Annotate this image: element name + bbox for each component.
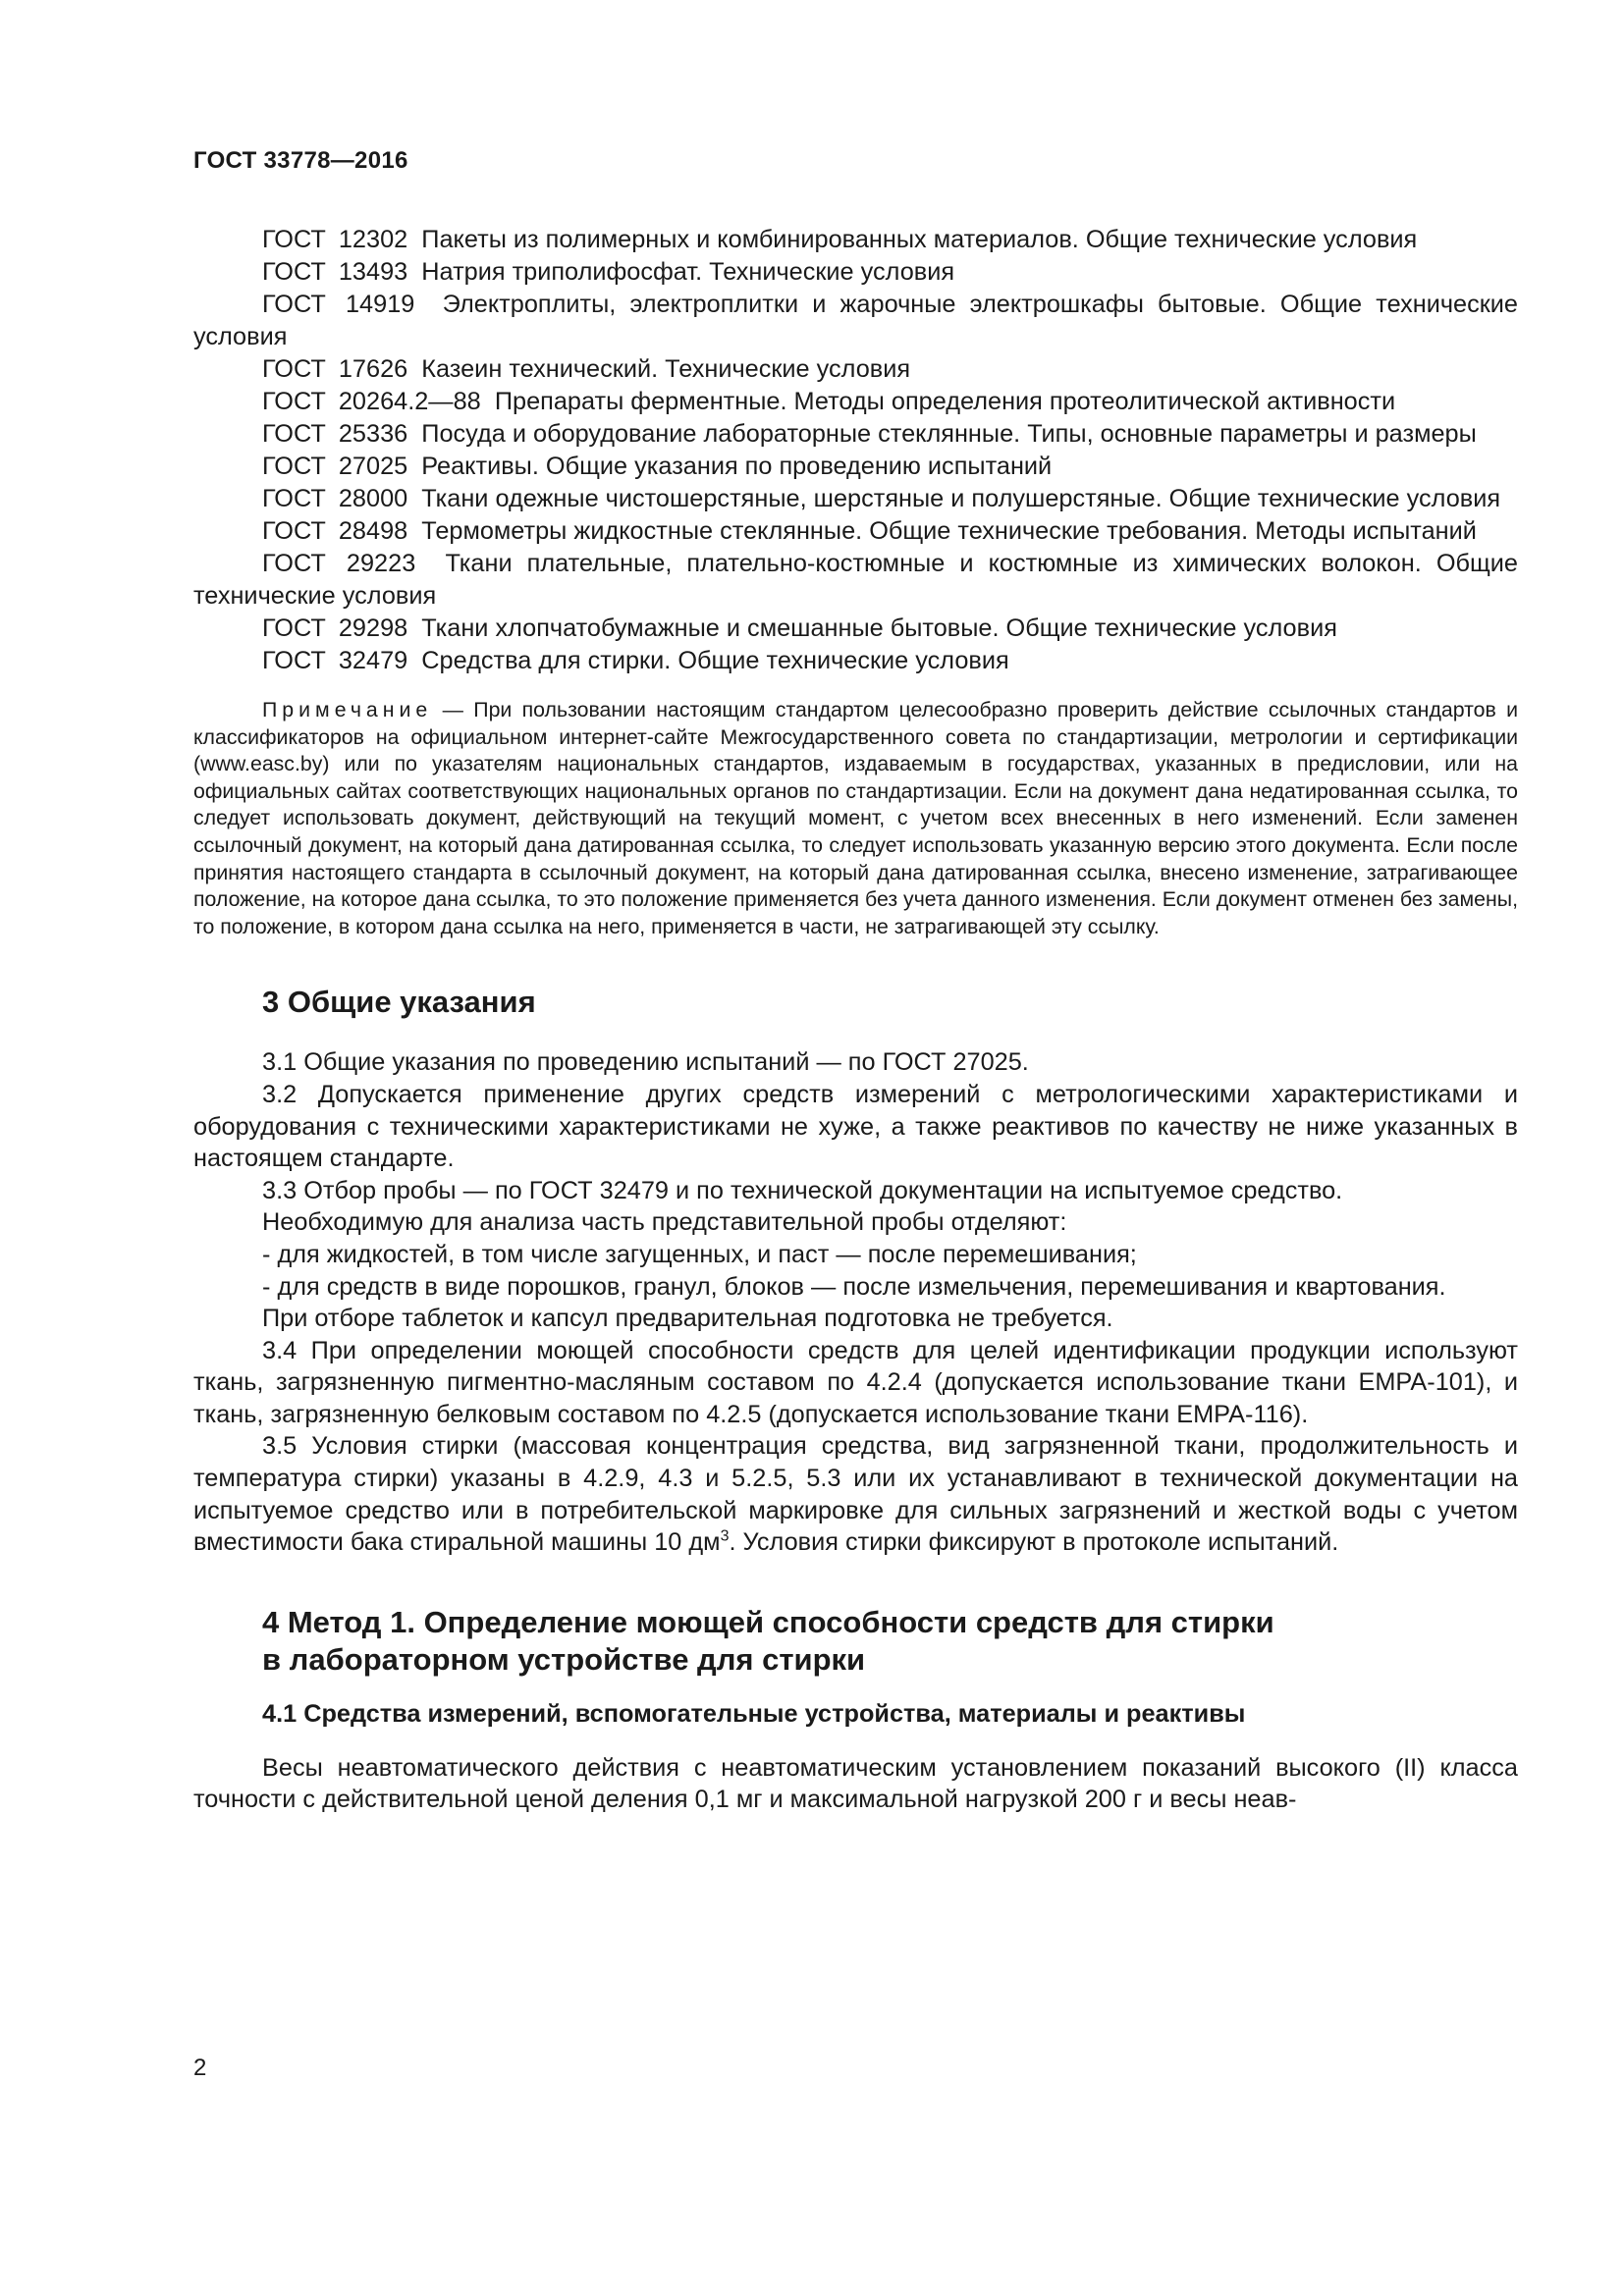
reference-code: ГОСТ 28000 — [262, 485, 408, 512]
page-content — [193, 224, 1518, 1816]
reference-item — [193, 256, 1518, 289]
reference-item — [193, 483, 1518, 515]
reference-code: ГОСТ 28498 — [262, 517, 408, 545]
reference-code: ГОСТ 25336 — [262, 420, 408, 448]
reference-item — [193, 289, 1518, 353]
reference-title: Посуда и оборудование лабораторные стеклянные. Типы, основные параметры и размеры — [421, 420, 1477, 448]
reference-item — [193, 645, 1518, 677]
reference-title: Термометры жидкостные стеклянные. Общие технические требования. Методы испытаний — [421, 517, 1477, 545]
reference-title: Ткани хлопчатобумажные и смешанные бытовые. Общие технические условия — [421, 614, 1337, 642]
reference-item — [193, 613, 1518, 645]
reference-title: Препараты ферментные. Методы определения протеолитической активности — [494, 388, 1396, 415]
superscript-cube: 3 — [720, 1527, 730, 1545]
reference-code: ГОСТ 17626 — [262, 355, 408, 383]
normative-references-list — [193, 224, 1518, 677]
list-item-powders: - для средств в виде порошков, гранул, блоков — после измельчения, перемешивания и квартования. — [262, 1272, 1446, 1301]
document-header: ГОСТ 33778—2016 — [193, 147, 408, 174]
reference-item — [193, 418, 1518, 451]
reference-title: Натрия триполифосфат. Технические условия — [421, 258, 955, 286]
section-4-heading-line-2: в лабораторном устройстве для стирки — [262, 1641, 866, 1677]
paragraph-4-1: Весы неавтоматического действия с неавтоматическим установлением показаний высокого (II) класса точности с действительной ценой деления 0,1 мг и максимальной нагрузкой 200 г и весы неав- — [193, 1753, 1518, 1814]
reference-item — [193, 451, 1518, 483]
list-item-liquids: - для жидкостей, в том числе загущенных, и паст — после перемешивания; — [262, 1240, 1137, 1268]
note-paragraph — [193, 697, 1518, 940]
note-label: Примечание — [262, 698, 433, 721]
page-number: 2 — [193, 2055, 207, 2081]
reference-code: ГОСТ 14919 — [262, 291, 415, 318]
section-4-heading — [262, 1604, 1518, 1679]
reference-code: ГОСТ 12302 — [262, 226, 408, 253]
reference-title: Реактивы. Общие указания по проведению испытаний — [421, 453, 1053, 480]
reference-code: ГОСТ 32479 — [262, 647, 408, 674]
reference-title: Средства для стирки. Общие технические условия — [421, 647, 1009, 674]
paragraph-3-5-text: 3.5 Условия стирки (массовая концентрация средства, вид загрязненной ткани, продолжительность и температура стирки) указаны в 4.2.9, 4.3 и 5.2.5, 5.3 или их устанавливают в технической документации на испытуемое средство или в потребительской маркировке для сильных загрязнений и жесткой воды с учетом вместимости бака стиральной машины 10 дм — [193, 1432, 1518, 1557]
reference-title: Ткани одежные чистошерстяные, шерстяные и полушерстяные. Общие технические условия — [421, 485, 1501, 512]
paragraph-3-5 — [193, 1430, 1518, 1558]
reference-title: Электроплиты, электроплитки и жарочные электрошкафы бытовые. Общие технические условия — [193, 291, 1518, 350]
reference-code: ГОСТ 29223 — [262, 550, 416, 577]
paragraph-sampling-intro: Необходимую для анализа часть представительной пробы отделяют: — [262, 1208, 1067, 1237]
paragraph-3-2: 3.2 Допускается применение других средств измерений с метрологическими характеристиками и оборудования с техническими характеристиками не хуже, а также реактивов по качеству не ниже указанных в настоящем стандарте. — [193, 1080, 1518, 1173]
reference-title: Ткани плательные, плательно-костюмные и костюмные из химических волокон. Общие технические условия — [193, 550, 1519, 610]
reference-title: Казеин технический. Технические условия — [421, 355, 911, 383]
reference-code: ГОСТ 27025 — [262, 453, 408, 480]
paragraph-3-4: 3.4 При определении моющей способности средств для целей идентификации продукции используют ткань, загрязненную пигментно-масляным составом по 4.2.4 (допускается использование ткани EMPA-101), и ткань, загрязненную белковым составом по 4.2.5 (допускается использование ткани EMPA-116). — [193, 1336, 1518, 1428]
paragraph-tablets: При отборе таблеток и капсул предварительная подготовка не требуется. — [262, 1305, 1113, 1333]
reference-code: ГОСТ 20264.2—88 — [262, 388, 481, 415]
reference-title: Пакеты из полимерных и комбинированных материалов. Общие технические условия — [421, 226, 1418, 253]
reference-item — [193, 386, 1518, 418]
note-text: — При пользовании настоящим стандартом целесообразно проверить действие ссылочных стандартов и классификаторов на официальном интернет-сайте Межгосударственного совета по стандартизации, метрологии и сертификации (www.easc.by) или по указателям национальных стандартов, издаваемым в государствах, указанных в предисловии, или на официальных сайтах соответствующих национальных органов по стандартизации. Если на документ дана недатированная ссылка, то следует использовать документ, действующий на текущий момент, с учетом всех внесенных в него изменений. Если заменен ссылочный документ, на который дана датированная ссылка, то следует использовать указанную версию этого документа. Если после принятия настоящего стандарта в ссылочный документ, на который дана датированная ссылка, внесено изменение, затрагивающее положение, на которое дана ссылка, то это положение применяется без учета данного изменения. Если документ отменен без замены, то положение, в котором дана ссылка на него, применяется в части, не затрагивающей эту ссылку. — [193, 698, 1518, 938]
section-4-heading-line-1: 4 Метод 1. Определение моющей способности средств для стирки — [262, 1604, 1274, 1639]
reference-code: ГОСТ 29298 — [262, 614, 408, 642]
reference-item — [193, 515, 1518, 548]
reference-item — [193, 548, 1518, 613]
subsection-4-1-heading: 4.1 Средства измерений, вспомогательные устройства, материалы и реактивы — [262, 1699, 1246, 1728]
paragraph-3-3: 3.3 Отбор пробы — по ГОСТ 32479 и по технической документации на испытуемое средство. — [262, 1176, 1343, 1204]
reference-code: ГОСТ 13493 — [262, 258, 408, 286]
paragraph-3-5-tail: . Условия стирки фиксируют в протоколе испытаний. — [729, 1528, 1339, 1557]
section-3-heading: 3 Общие указания — [262, 985, 536, 1020]
reference-item — [193, 353, 1518, 386]
paragraph-3-1: 3.1 Общие указания по проведению испытаний — по ГОСТ 27025. — [262, 1048, 1029, 1077]
reference-item — [193, 224, 1518, 256]
